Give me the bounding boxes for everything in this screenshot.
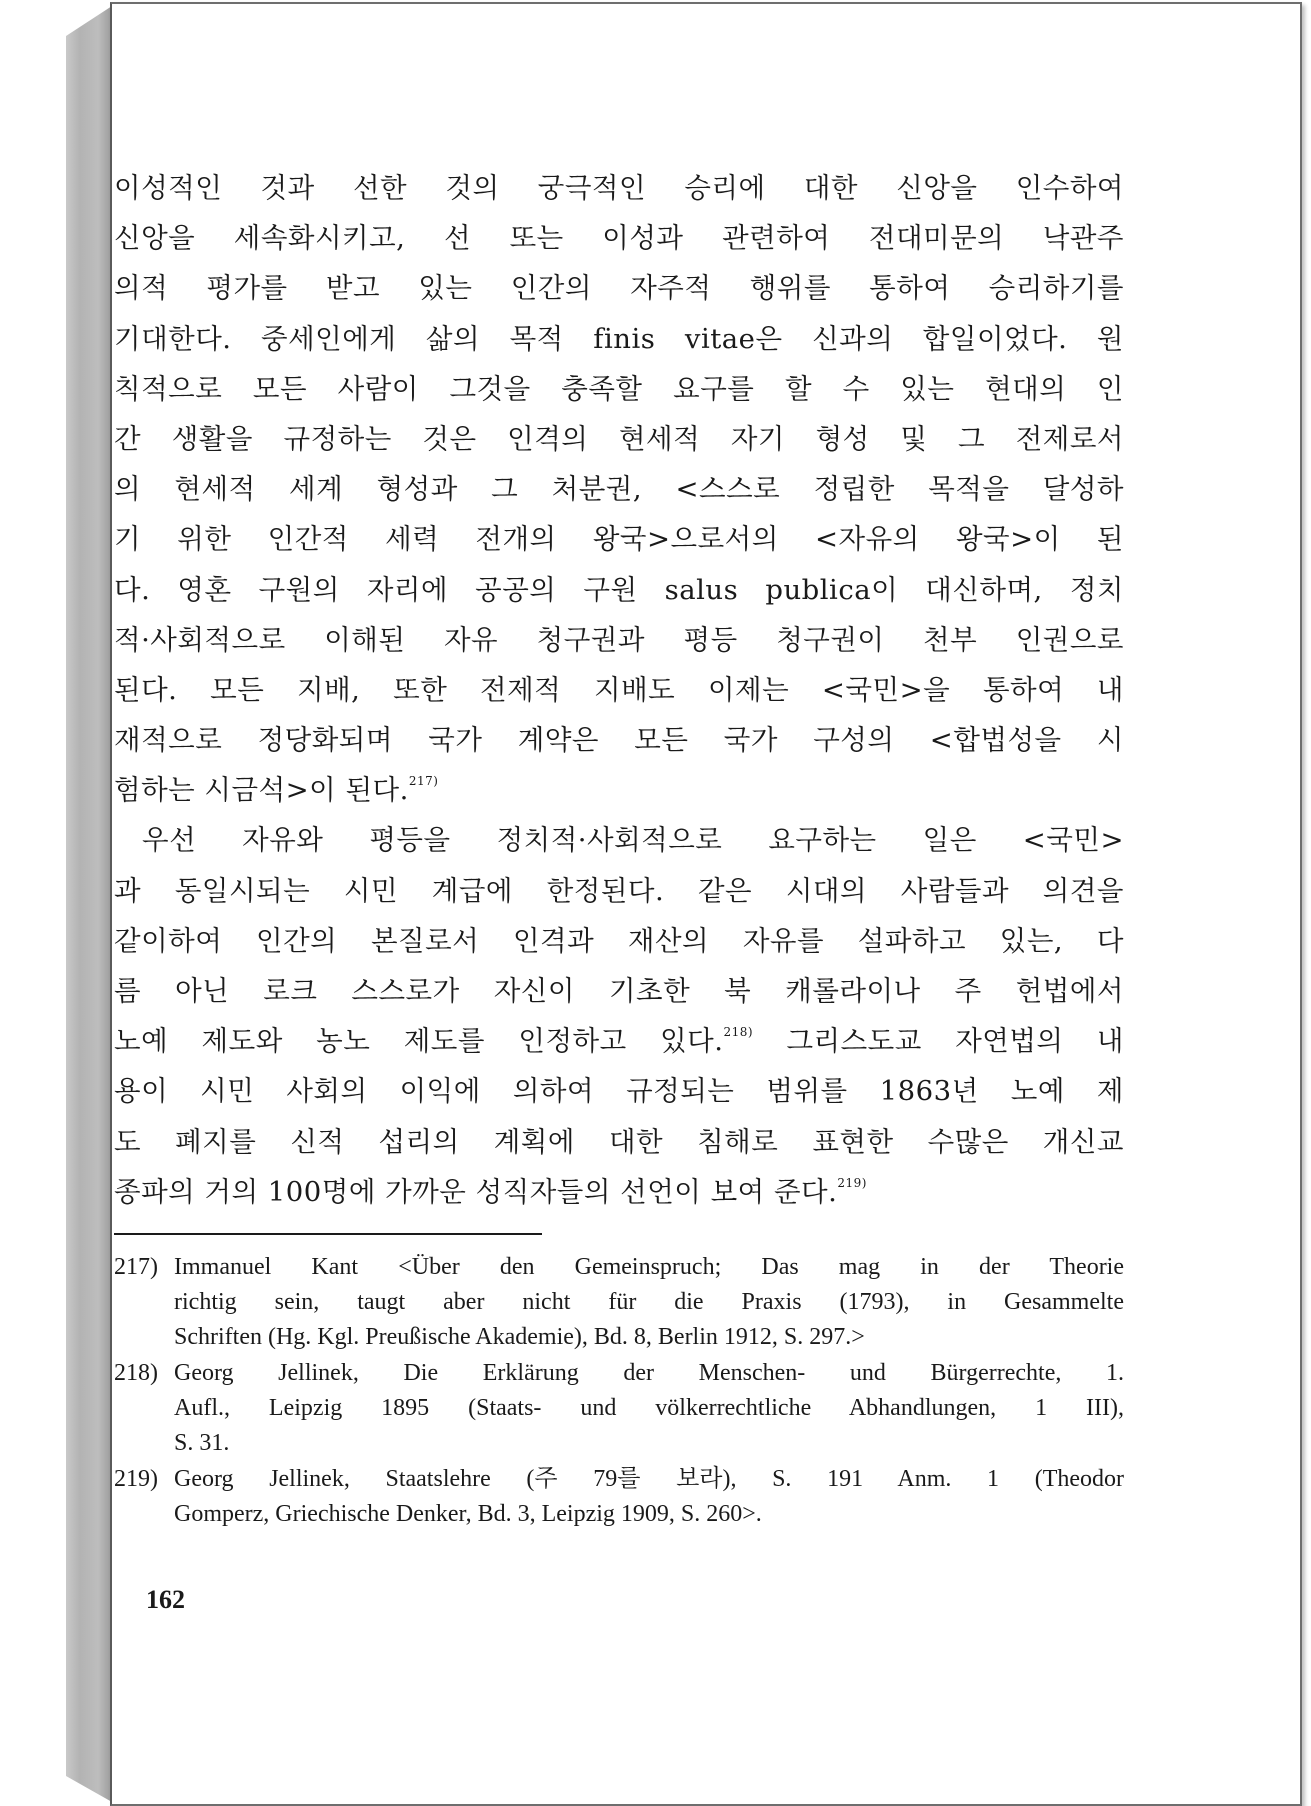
footnote-217 (114, 1250, 1124, 1355)
footnote-ref-217: 217) (408, 774, 439, 789)
book-spine-edge (66, 6, 112, 1802)
body-line-text: 노예 제도와 농노 제도를 인정하고 있다. (114, 1025, 724, 1058)
body-line: 같이하여 인간의 본질로서 인격과 재산의 자유를 설파하고 있는, 다 (114, 924, 1124, 957)
body-line: 름 아닌 로크 스스로가 자신이 기초한 북 캐롤라이나 주 헌법에서 (114, 975, 1124, 1007)
footnote-line: richtig sein, taugt aber nicht für die Praxis (1793), in Gesammelte (174, 1289, 1124, 1315)
footnote-line: Georg Jellinek, Die Erklärung der Menschen- und Bürgerrechte, 1. (174, 1360, 1124, 1386)
body-line (114, 765, 1124, 815)
body-line: 칙적으로 모든 사람이 그것을 충족할 요구를 할 수 있는 현대의 인 (114, 372, 1124, 405)
body-line: 의 현세적 세계 형성과 그 처분권, <스스로 정립한 목적을 달성하 (114, 473, 1124, 506)
body-line: 과 동일시되는 시민 계급에 한정된다. 같은 시대의 사람들과 의견을 (114, 874, 1124, 907)
footnote-text (174, 1250, 1124, 1355)
body-line: 기 위한 인간적 세력 전개의 왕국>으로서의 <자유의 왕국>이 된 (114, 523, 1124, 556)
body-line: 된다. 모든 지배, 또한 전제적 지배도 이제는 <국민>을 통하여 내 (114, 673, 1124, 706)
body-line: 용이 시민 사회의 이익에 의하여 규정되는 범위를 1863년 노예 제 (114, 1075, 1124, 1108)
footnote-line: Immanuel Kant <Über den Gemeinspruch; Das mag in der Theorie (174, 1254, 1124, 1280)
footnote-line: Georg Jellinek, Staatslehre (주 79를 보라), S. 191 Anm. 1 (Theodor (174, 1466, 1124, 1492)
footnote-line: S. 31. (174, 1430, 230, 1456)
body-line (114, 1167, 1124, 1217)
footnote-219 (114, 1462, 1124, 1532)
body-line: 우선 자유와 평등을 정치적·사회적으로 요구하는 일은 <국민> (142, 824, 1124, 857)
footnote-line: Gomperz, Griechische Denker, Bd. 3, Leipzig 1909, S. 260>. (174, 1501, 762, 1527)
body-line-text: 험하는 시금석>이 된다. (114, 774, 409, 807)
footnote-number: 219) (114, 1466, 158, 1492)
footnote-ref-218: 218) (723, 1025, 754, 1040)
body-text (114, 163, 1124, 1217)
body-line-text: 그리스도교 자연법의 내 (786, 1025, 1124, 1058)
footnote-number: 218) (114, 1360, 158, 1386)
body-line: 의적 평가를 받고 있는 인간의 자주적 행위를 통하여 승리하기를 (114, 272, 1124, 305)
footnotes (114, 1250, 1124, 1533)
body-line: 적·사회적으로 이해된 자유 청구권과 평등 청구권이 천부 인권으로 (114, 623, 1124, 656)
footnote-218 (114, 1356, 1124, 1461)
body-line: 신앙을 세속화시키고, 선 또는 이성과 관련하여 전대미문의 낙관주 (114, 222, 1124, 255)
footnote-text (174, 1462, 1124, 1532)
body-line (114, 1016, 1124, 1066)
footnote-line: Schriften (Hg. Kgl. Preußische Akademie), Bd. 8, Berlin 1912, S. 297.> (174, 1324, 865, 1350)
body-line: 도 폐지를 신적 섭리의 계획에 대한 침해로 표현한 수많은 개신교 (114, 1125, 1124, 1158)
page-number: 162 (146, 1585, 185, 1614)
footnote-line: Aufl., Leipzig 1895 (Staats- und völkerrechtliche Abhandlungen, 1 III), (174, 1395, 1124, 1421)
body-line: 기대한다. 중세인에게 삶의 목적 finis vitae은 신과의 합일이었다. 원 (114, 322, 1124, 355)
footnote-text (174, 1356, 1124, 1461)
footnote-ref-219: 219) (837, 1175, 867, 1190)
body-line: 이성적인 것과 선한 것의 궁극적인 승리에 대한 신앙을 인수하여 (114, 172, 1124, 204)
body-line: 다. 영혼 구원의 자리에 공공의 구원 salus publica이 대신하며, 정치 (114, 573, 1124, 606)
body-line: 간 생활을 규정하는 것은 인격의 현세적 자기 형성 및 그 전제로서 (114, 422, 1124, 455)
body-line: 재적으로 정당화되며 국가 계약은 모든 국가 구성의 <합법성을 시 (114, 724, 1124, 757)
footnote-number: 217) (114, 1254, 158, 1280)
footnote-divider (114, 1233, 542, 1235)
body-line-text: 종파의 거의 100명에 가까운 성직자들의 선언이 보여 준다. (114, 1175, 838, 1208)
